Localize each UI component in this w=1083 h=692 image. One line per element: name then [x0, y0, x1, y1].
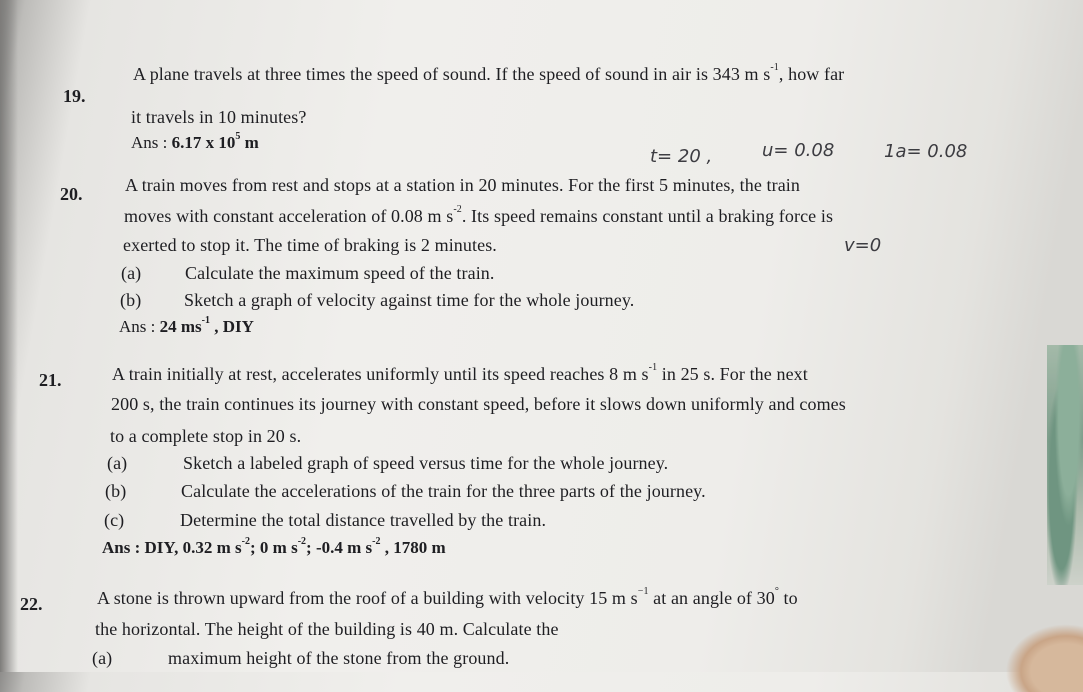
part-label: (b) [105, 481, 127, 501]
question-20-answer: Ans : 24 $ms^{-1}$ , DIY [119, 315, 254, 336]
page-shadow [0, 0, 18, 672]
question-20-line-3: exerted to stop it. The time of braking is 2 minutes. [123, 235, 497, 255]
question-21-answer: Ans : DIY, 0.32 m $s^{-2}$; 0 m $s^{-2}$; -0.4 m $s^{-2}$ , 1780 m [102, 536, 446, 557]
question-21-line-1: A train initially at rest, accelerates uniformly until its speed reaches 8 m $s^{-1}$ in 25 s. For the next [112, 362, 808, 384]
part-label: (a) [92, 648, 113, 668]
part-label: (c) [104, 510, 125, 530]
handwritten-note-v: v=0 [844, 235, 882, 256]
question-22-part-a: (a) maximum height of the stone from the ground. [92, 648, 510, 668]
question-21-part-b: (b) Calculate the accelerations of the train for the three parts of the journey. [105, 481, 706, 501]
background-plant [1047, 345, 1083, 585]
question-20-line-1: A train moves from rest and stops at a station in 20 minutes. For the first 5 minutes, the train [125, 175, 801, 195]
part-label: (a) [121, 263, 142, 283]
handwritten-note-t: t= 20 , [650, 146, 713, 167]
question-19-line-2: it travels in 10 minutes? [131, 107, 307, 127]
handwritten-note-u: u= 0.08 [762, 140, 835, 161]
question-21-line-3: to a complete stop in 20 s. [110, 426, 302, 446]
question-20-number: 20. [60, 184, 83, 204]
question-21-number: 21. [39, 370, 62, 390]
question-19-number: 19. [63, 86, 86, 106]
question-21-line-2: 200 s, the train continues its journey with constant speed, before it slows down uniformly and comes [111, 394, 846, 414]
question-19-line-1: A plane travels at three times the speed of sound. If the speed of sound in air is 343 m $s^{-1}$, how far [133, 62, 845, 84]
part-label: (a) [107, 453, 128, 473]
finger-shadow [1003, 622, 1083, 692]
question-22-number: 22. [20, 594, 43, 614]
question-20-part-a: (a) Calculate the maximum speed of the train. [121, 263, 495, 283]
question-21-part-a: (a) Sketch a labeled graph of speed versus time for the whole journey. [107, 453, 669, 473]
question-20-part-b: (b) Sketch a graph of velocity against time for the whole journey. [120, 290, 635, 310]
question-22-line-2: the horizontal. The height of the building is 40 m. Calculate the [95, 619, 559, 639]
part-label: (b) [120, 290, 142, 310]
handwritten-note-a: 1a= 0.08 [884, 141, 968, 162]
question-21-part-c: (c) Determine the total distance travelled by the train. [104, 510, 547, 530]
question-19-answer: Ans : 6.17 x $10^5$ m [131, 131, 259, 152]
question-20-line-2: moves with constant acceleration of 0.08 m $s^{-2}$. Its speed remains constant until a braking force is [124, 204, 834, 226]
question-22-line-1: A stone is thrown upward from the roof of a building with velocity 15 m $s^{-1}$ at an angle of 30° to [97, 586, 798, 608]
